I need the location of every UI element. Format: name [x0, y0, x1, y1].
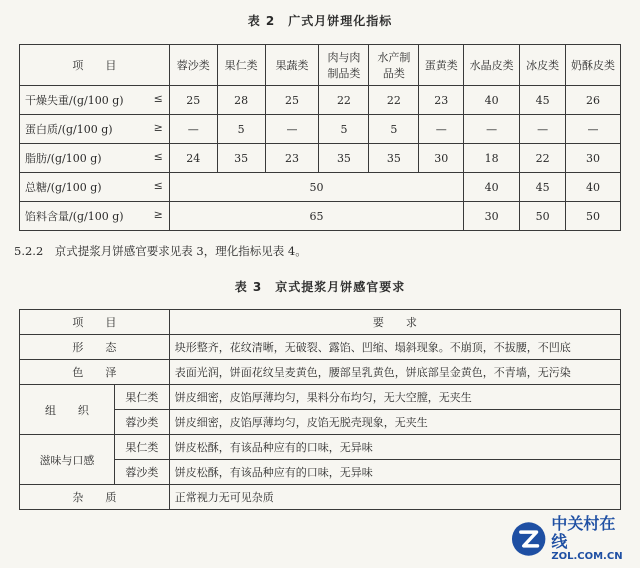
cell: 26 [566, 86, 621, 115]
physicochemical-table [19, 44, 621, 231]
cell: 35 [369, 144, 419, 173]
requirement-text: 饼皮细密，皮馅厚薄均匀，果料分布均匀，无大空膛，无夹生 [169, 385, 620, 410]
column-header: 果蔬类 [265, 45, 319, 86]
table-row [20, 360, 621, 385]
header-item: 项 目 [20, 45, 170, 86]
column-header: 蛋黄类 [419, 45, 464, 86]
cell: 45 [520, 173, 566, 202]
table-row [20, 202, 621, 231]
cell: 22 [520, 144, 566, 173]
section-paragraph: 5.2.2 京式提浆月饼感官要求见表 3，理化指标见表 4。 [14, 244, 307, 258]
cell: 40 [464, 86, 520, 115]
cell: 25 [169, 86, 217, 115]
column-header: 蓉沙类 [169, 45, 217, 86]
cell: 40 [464, 173, 520, 202]
sub-label: 蓉沙类 [114, 410, 169, 435]
row-label: 脂肪/(g/100 g) ≤ [20, 144, 170, 173]
cell: — [169, 115, 217, 144]
cell: — [464, 115, 520, 144]
table-row [20, 485, 621, 510]
column-header: 水晶皮类 [464, 45, 520, 86]
table-row [20, 435, 621, 460]
table-row [20, 335, 621, 360]
cell: 18 [464, 144, 520, 173]
row-label: 色 泽 [20, 360, 170, 385]
cell: 45 [520, 86, 566, 115]
requirement-text: 饼皮细密，皮馅厚薄均匀，皮馅无脱壳现象，无夹生 [169, 410, 620, 435]
cell: 50 [520, 202, 566, 231]
table3-caption: 表 3 京式提浆月饼感官要求 [234, 280, 406, 294]
column-header: 奶酥皮类 [566, 45, 621, 86]
cell: 24 [169, 144, 217, 173]
zol-watermark [510, 515, 630, 563]
merged-cell: 65 [169, 202, 463, 231]
cell: 5 [319, 115, 369, 144]
column-header: 冰皮类 [520, 45, 566, 86]
requirement-text: 饼皮松酥，有该品种应有的口味，无异味 [169, 435, 620, 460]
table-row [20, 115, 621, 144]
cell: 23 [419, 86, 464, 115]
column-header: 果仁类 [217, 45, 265, 86]
cell: 40 [566, 173, 621, 202]
cell: 28 [217, 86, 265, 115]
merged-cell: 50 [169, 173, 463, 202]
cell: 30 [419, 144, 464, 173]
cell: — [419, 115, 464, 144]
cell: — [520, 115, 566, 144]
cell: 5 [369, 115, 419, 144]
table2-caption: 表 2 广式月饼理化指标 [247, 14, 393, 28]
zol-logo-icon [510, 520, 547, 558]
table-row [20, 385, 621, 410]
row-label: 滋味与口感 [20, 435, 115, 485]
column-header: 水产制品类 [369, 45, 419, 86]
row-label: 干燥失重/(g/100 g) ≤ [20, 86, 170, 115]
cell: 35 [217, 144, 265, 173]
table-row [20, 86, 621, 115]
table-row [20, 144, 621, 173]
cell: 22 [369, 86, 419, 115]
cell: 30 [566, 144, 621, 173]
requirement-text: 表面光润，饼面花纹呈麦黄色，腰部呈乳黄色，饼底部呈金黄色，不青墙，无污染 [169, 360, 620, 385]
sub-label: 果仁类 [114, 435, 169, 460]
cell: — [566, 115, 621, 144]
sub-label: 蓉沙类 [114, 460, 169, 485]
cell: 22 [319, 86, 369, 115]
cell: 23 [265, 144, 319, 173]
cell: 25 [265, 86, 319, 115]
row-label: 馅料含量/(g/100 g) ≥ [20, 202, 170, 231]
requirement-text: 正常视力无可见杂质 [169, 485, 620, 510]
row-label: 杂 质 [20, 485, 170, 510]
requirement-text: 饼皮松酥，有该品种应有的口味，无异味 [169, 460, 620, 485]
row-label: 总糖/(g/100 g) ≤ [20, 173, 170, 202]
sub-label: 果仁类 [114, 385, 169, 410]
cell: 5 [217, 115, 265, 144]
cell: 30 [464, 202, 520, 231]
sensory-table [19, 309, 621, 510]
table-row [20, 173, 621, 202]
header-item: 项 目 [20, 310, 170, 335]
row-label: 组 织 [20, 385, 115, 435]
column-header: 肉与肉制品类 [319, 45, 369, 86]
row-label: 形 态 [20, 335, 170, 360]
cell: 35 [319, 144, 369, 173]
cell: 50 [566, 202, 621, 231]
cell: — [265, 115, 319, 144]
watermark-en: ZOL.COM.CN [551, 551, 623, 562]
header-requirement: 要 求 [169, 310, 620, 335]
requirement-text: 块形整齐，花纹清晰，无破裂、露馅、凹缩、塌斜现象。不崩顶，不拔腰，不凹底 [169, 335, 620, 360]
row-label: 蛋白质/(g/100 g) ≥ [20, 115, 170, 144]
watermark-cn: 中关村在线 [551, 514, 616, 551]
